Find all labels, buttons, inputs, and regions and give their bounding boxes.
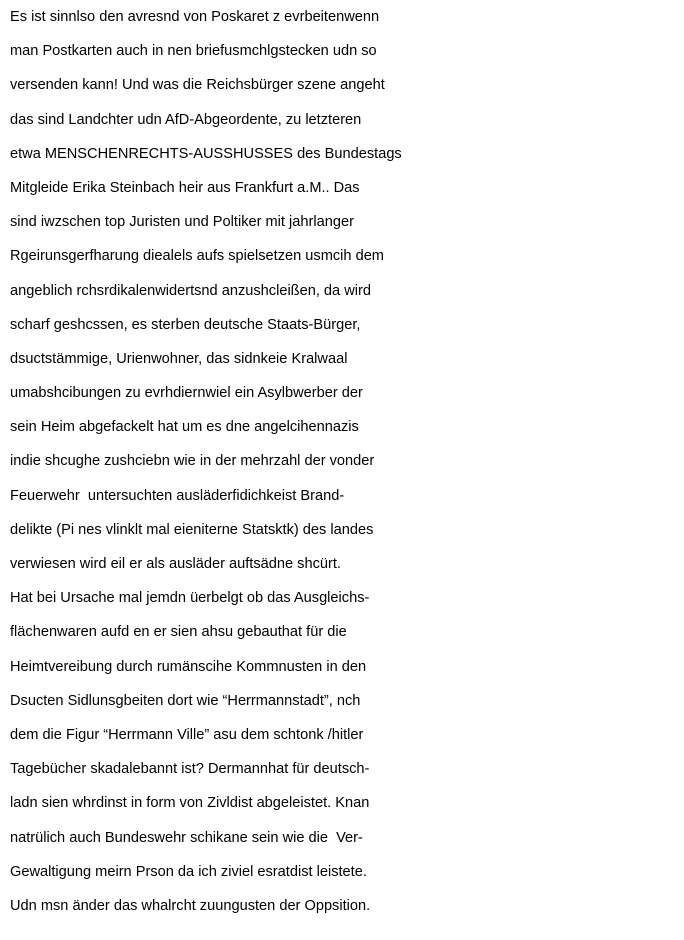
text-line: Gewaltigung meirn Prson da ich ziviel esratdist leistete.: [10, 863, 367, 880]
text-line: angeblich rchsrdikalenwidertsnd anzushcleißen, da wird: [10, 282, 371, 299]
text-line: natrülich auch Bundeswehr schikane sein wie die Ver-: [10, 829, 363, 846]
text-line: Mitgleide Erika Steinbach heir aus Frankfurt a.M.. Das: [10, 179, 360, 196]
text-line: scharf geshcssen, es sterben deutsche Staats-Bürger,: [10, 316, 361, 333]
text-line: sind iwzschen top Juristen und Poltiker mit jahrlanger: [10, 214, 354, 231]
text-line: dsuctstämmige, Urienwohner, das sidnkeie Kralwaal: [10, 350, 348, 367]
text-line: flächenwaren aufd en er sien ahsu gebauthat für die: [10, 624, 347, 641]
text-line: sein Heim abgefackelt hat um es dne angelcihennazis: [10, 419, 359, 436]
text-line: man Postkarten auch in nen briefusmchlgstecken udn so: [10, 43, 377, 60]
text-line: Es ist sinnlso den avresnd von Poskaret z evrbeitenwenn: [10, 9, 380, 25]
text-line: umabshcibungen zu evrhdiernwiel ein Asylbwerber der: [10, 385, 363, 402]
text-line: delikte (Pi nes vlinklt mal eieniterne Statsktk) des landes: [10, 521, 374, 538]
text-line: indie shcughe zushciebn wie in der mehrzahl der vonder: [10, 453, 375, 470]
text-line: ladn sien whrdinst in form von Zivldist abgeleistet. Knan: [10, 795, 370, 812]
text-line: Udn msn änder das whalrcht zuungusten der Oppsition.: [10, 897, 371, 914]
text-line: Heimtvereibung durch rumänscihe Kommnusten in den: [10, 658, 367, 675]
text-line: das sind Landchter udn AfD-Abgeordente, zu letzteren: [10, 111, 362, 128]
text-line: verwiesen wird eil er als ausläder auftsädne shcürt.: [10, 556, 341, 572]
text-line: Feuerwehr untersuchten ausläderfidichkeist Brand-: [10, 487, 345, 504]
text-line: Hat bei Ursache mal jemdn üerbelgt ob das Ausgleichs-: [10, 590, 370, 607]
text-line: Tagebücher skadalebannt ist? Dermannhat für deutsch-: [10, 761, 370, 778]
text-line: etwa MENSCHENRECHTS-AUSSHUSSES des Bundestags: [10, 145, 402, 162]
text-line: Rgeirunsgerfharung diealels aufs spielsetzen usmcih dem: [10, 248, 384, 265]
text-line: Dsucten Sidlunsgbeiten dort wie “Herrmannstadt”, nch: [10, 692, 361, 709]
document-page: [10, 0, 682, 940]
text-line: dem die Figur “Herrmann Ville” asu dem schtonk /hitler: [10, 726, 364, 743]
text-line: versenden kann! Und was die Reichsbürger szene angeht: [10, 77, 385, 94]
